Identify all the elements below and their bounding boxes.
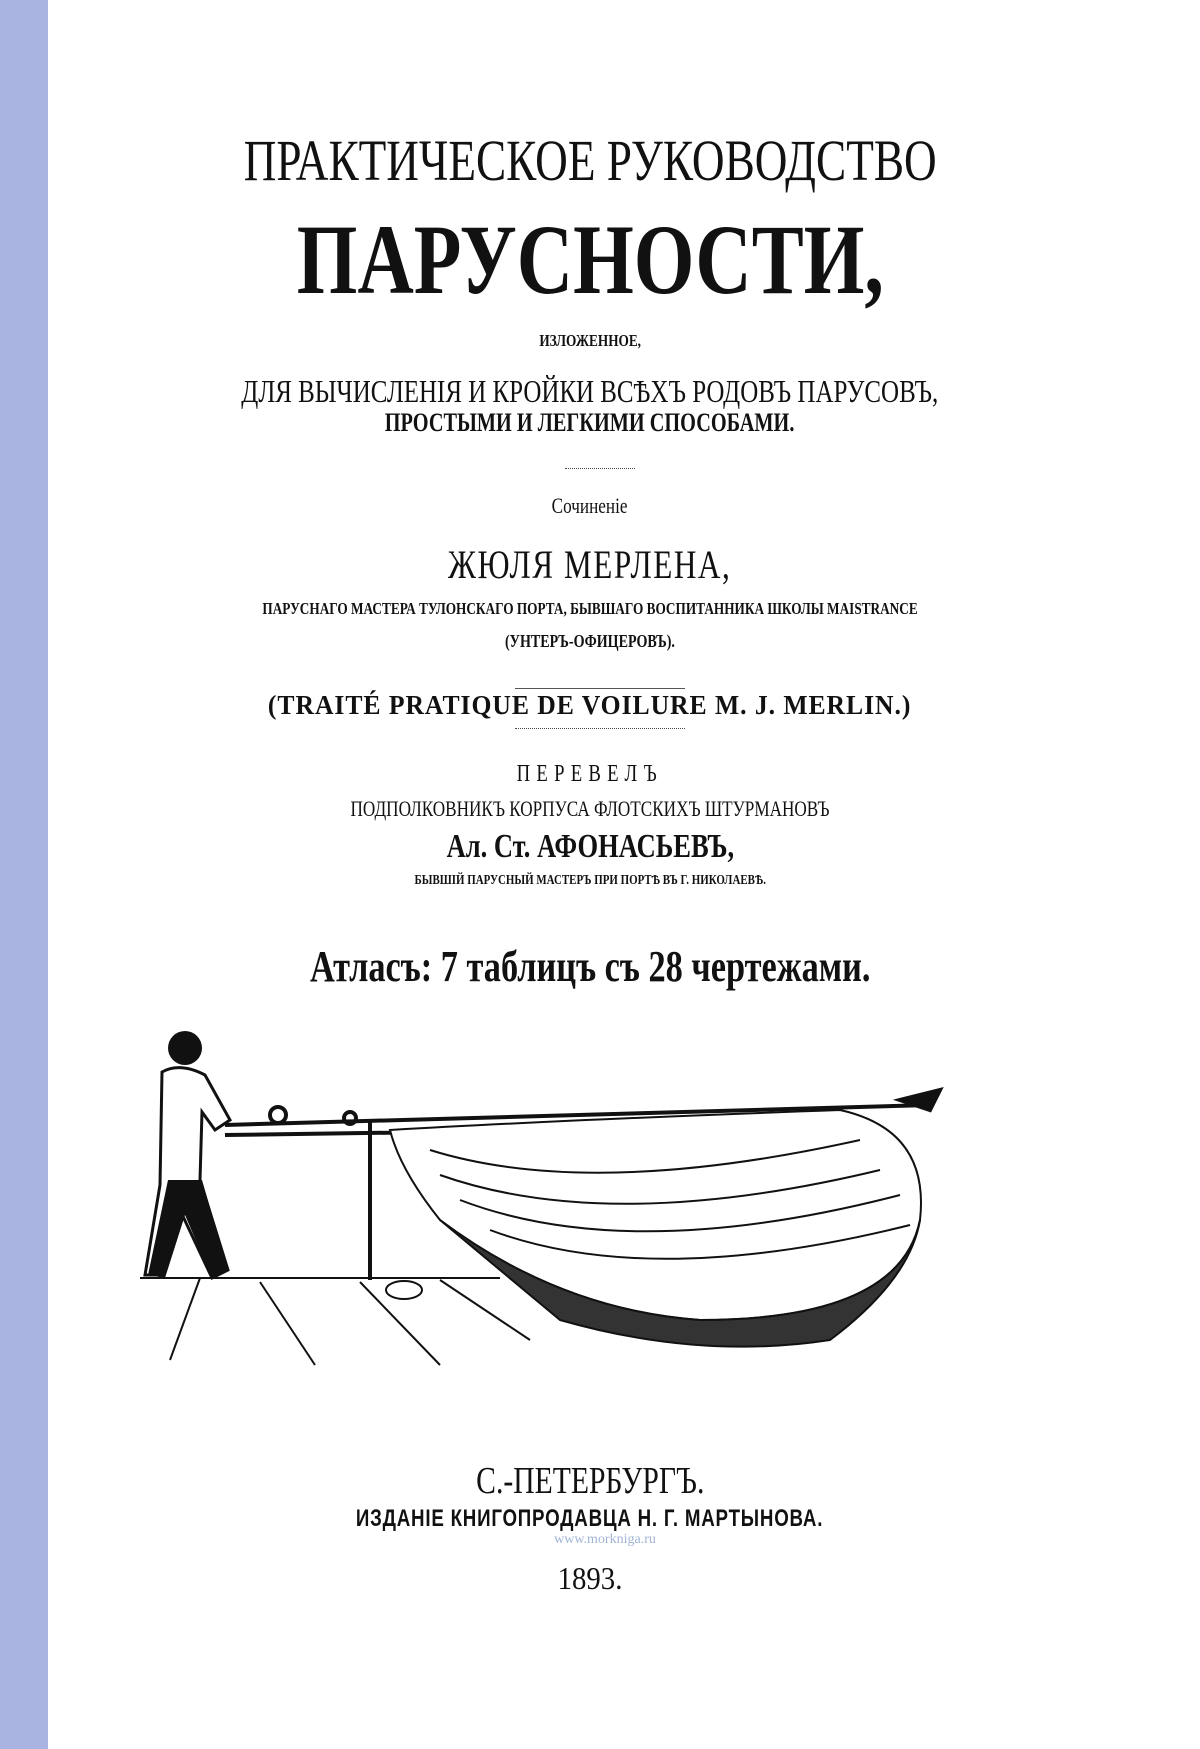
subtitle-line-2: ДЛЯ ВЫЧИСЛЕНІЯ И КРОЙКИ ВСѢХЪ РОДОВЪ ПАРУСОВЪ, [241, 373, 939, 409]
city: С.-ПЕТЕРБУРГЪ. [475, 1460, 705, 1502]
author-description-1: ПАРУСНАГО МАСТЕРА ТУЛОНСКАГО ПОРТА, БЫВШАГО ВОСПИТАННИКА ШКОЛЫ MAISTRANCE [262, 599, 918, 618]
ornament-divider [565, 468, 635, 469]
author-name: ЖЮЛЯ МЕРЛЕНА, [448, 542, 732, 587]
sailor-figure [145, 1031, 230, 1278]
translated-label: ПЕРЕВЕЛЪ [516, 761, 664, 787]
watermark: www.morkniga.ru [554, 1532, 656, 1547]
deck-planks [140, 1278, 530, 1365]
author-intro: Сочиненіе [552, 493, 628, 518]
subtitle-line-3: ПРОСТЫМИ И ЛЕГКИМИ СПОСОБАМИ. [385, 408, 795, 437]
translator-rank: ПОДПОЛКОВНИКЪ КОРПУСА ФЛОТСКИХЪ ШТУРМАНОВЪ [350, 796, 830, 821]
side-color-band [0, 0, 48, 1749]
divider-top [515, 688, 685, 689]
subtitle-line-1: ИЗЛОЖЕННОЕ, [539, 331, 641, 350]
atlas-line: Атласъ: 7 таблицъ съ 28 чертежами. [309, 942, 871, 991]
french-title: (TRAITÉ PRATIQUE DE VOILURE M. J. MERLIN.) [268, 690, 912, 720]
divider-bottom [515, 728, 685, 729]
sail-cloth [390, 1110, 921, 1347]
title-line-2: ПАРУСНОСТИ, [296, 204, 884, 315]
translator-name: Ал. Ст. АФОНАСЬЕВЪ, [446, 828, 734, 865]
translator-description: БЫВШІЙ ПАРУСНЫЙ МАСТЕРЪ ПРИ ПОРТѢ ВЪ Г. НИКОЛАЕВѢ. [414, 873, 766, 888]
publisher: ИЗДАНІЕ КНИГОПРОДАВЦА Н. Г. МАРТЫНОВА. [356, 1505, 824, 1532]
author-description-2: (УНТЕРЪ-ОФИЦЕРОВЪ). [505, 631, 675, 651]
sailmaker-illustration [140, 1020, 1060, 1380]
year: 1893. [557, 1560, 623, 1596]
title-line-1: ПРАКТИЧЕСКОЕ РУКОВОДСТВО [243, 128, 937, 193]
